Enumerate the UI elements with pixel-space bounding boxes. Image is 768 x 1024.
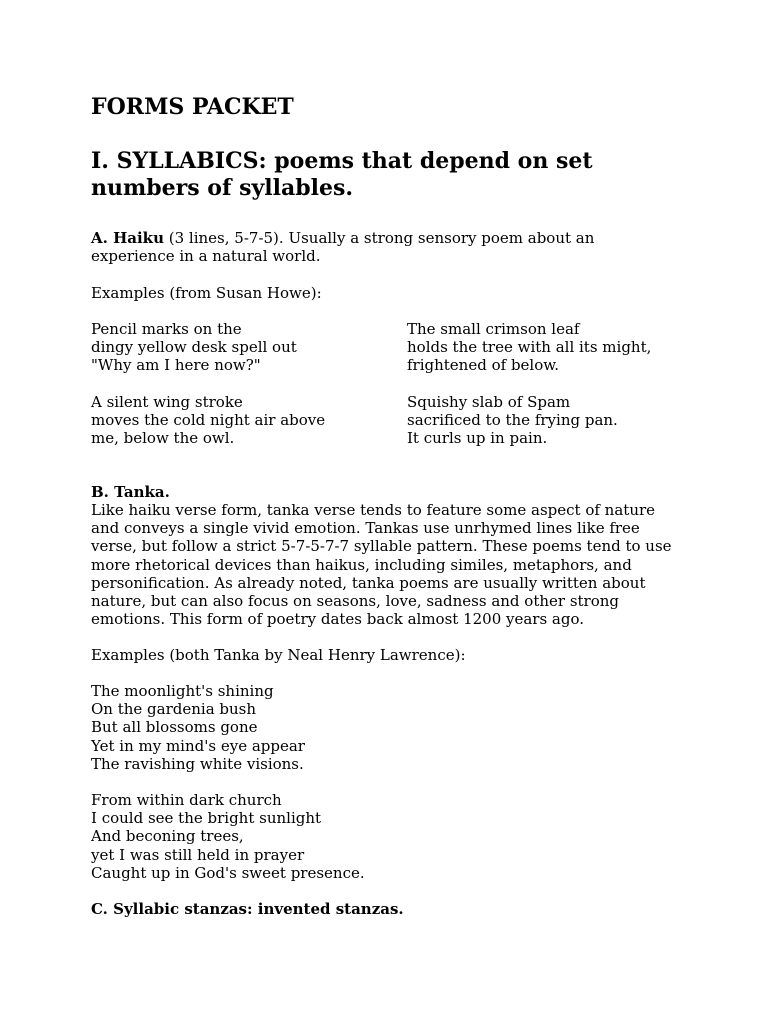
haiku-description — [91, 229, 681, 265]
syllabic-stanzas-label-text: C. Syllabic stanzas: invented stanzas. — [91, 900, 404, 918]
section-heading-syllabics: I. SYLLABICS: poems that depend on set numbers of syllables. — [91, 148, 593, 201]
poem-line: moves the cold night air above — [91, 411, 326, 430]
poem-line: The moonlight's shining — [91, 682, 274, 700]
poem-line: Yet in my mind's eye appear — [91, 736, 305, 755]
document-title: FORMS PACKET — [91, 94, 294, 120]
haiku-poem — [407, 393, 697, 448]
poem-line: A silent wing stroke — [91, 393, 243, 411]
haiku-description-text: (3 lines, 5-7-5). Usually a strong sensory poem about an experience in a natural world. — [91, 229, 595, 266]
poem-line: frightened of below. — [407, 356, 560, 375]
tanka-poem — [91, 791, 391, 882]
poem-line: I could see the bright sunlight — [91, 809, 322, 828]
poem-line: It curls up in pain. — [407, 429, 548, 448]
haiku-poem — [407, 320, 697, 375]
tanka-examples-intro: Examples (both Tanka by Neal Henry Lawrence): — [91, 646, 466, 664]
poem-line: On the gardenia bush — [91, 700, 257, 719]
haiku-poem — [91, 320, 391, 375]
poem-line: And beconing trees, — [91, 827, 244, 846]
poem-line: Pencil marks on the — [91, 320, 242, 338]
poem-line: The small crimson leaf — [407, 320, 580, 338]
haiku-examples-intro: Examples (from Susan Howe): — [91, 284, 322, 302]
poem-line: yet I was still held in prayer — [91, 845, 305, 864]
poem-line: holds the tree with all its might, — [407, 338, 652, 357]
poem-line: me, below the owl. — [91, 429, 235, 448]
tanka-poem — [91, 682, 391, 773]
poem-line: dingy yellow desk spell out — [91, 338, 297, 357]
tanka-label-text: B. Tanka. — [91, 483, 170, 501]
haiku-poem — [91, 393, 391, 448]
syllabic-stanzas-label — [91, 900, 404, 918]
poem-line: But all blossoms gone — [91, 718, 258, 737]
poem-line: From within dark church — [91, 791, 282, 809]
tanka-description: Like haiku verse form, tanka verse tends to feature some aspect of nature and conveys a single vivid emotion. Tankas use unrhymed lines like free verse, but follow a strict 5-7-5-7-7 syllable pattern. These poems tend to use more rhetorical devices than haikus, including similes, metaphors, and personification. As already noted, tanka poems are usually written about nature, but can also focus on seasons, love, sadness and other strong emotions. This form of poetry dates back almost 1200 years ago. — [91, 501, 672, 629]
poem-line: Caught up in God's sweet presence. — [91, 863, 365, 882]
poem-line: "Why am I here now?" — [91, 356, 261, 375]
haiku-label: A. Haiku — [91, 229, 164, 247]
tanka-label — [91, 483, 170, 501]
poem-line: sacrificed to the frying pan. — [407, 411, 618, 430]
poem-line: The ravishing white visions. — [91, 754, 304, 773]
poem-line: Squishy slab of Spam — [407, 393, 571, 411]
